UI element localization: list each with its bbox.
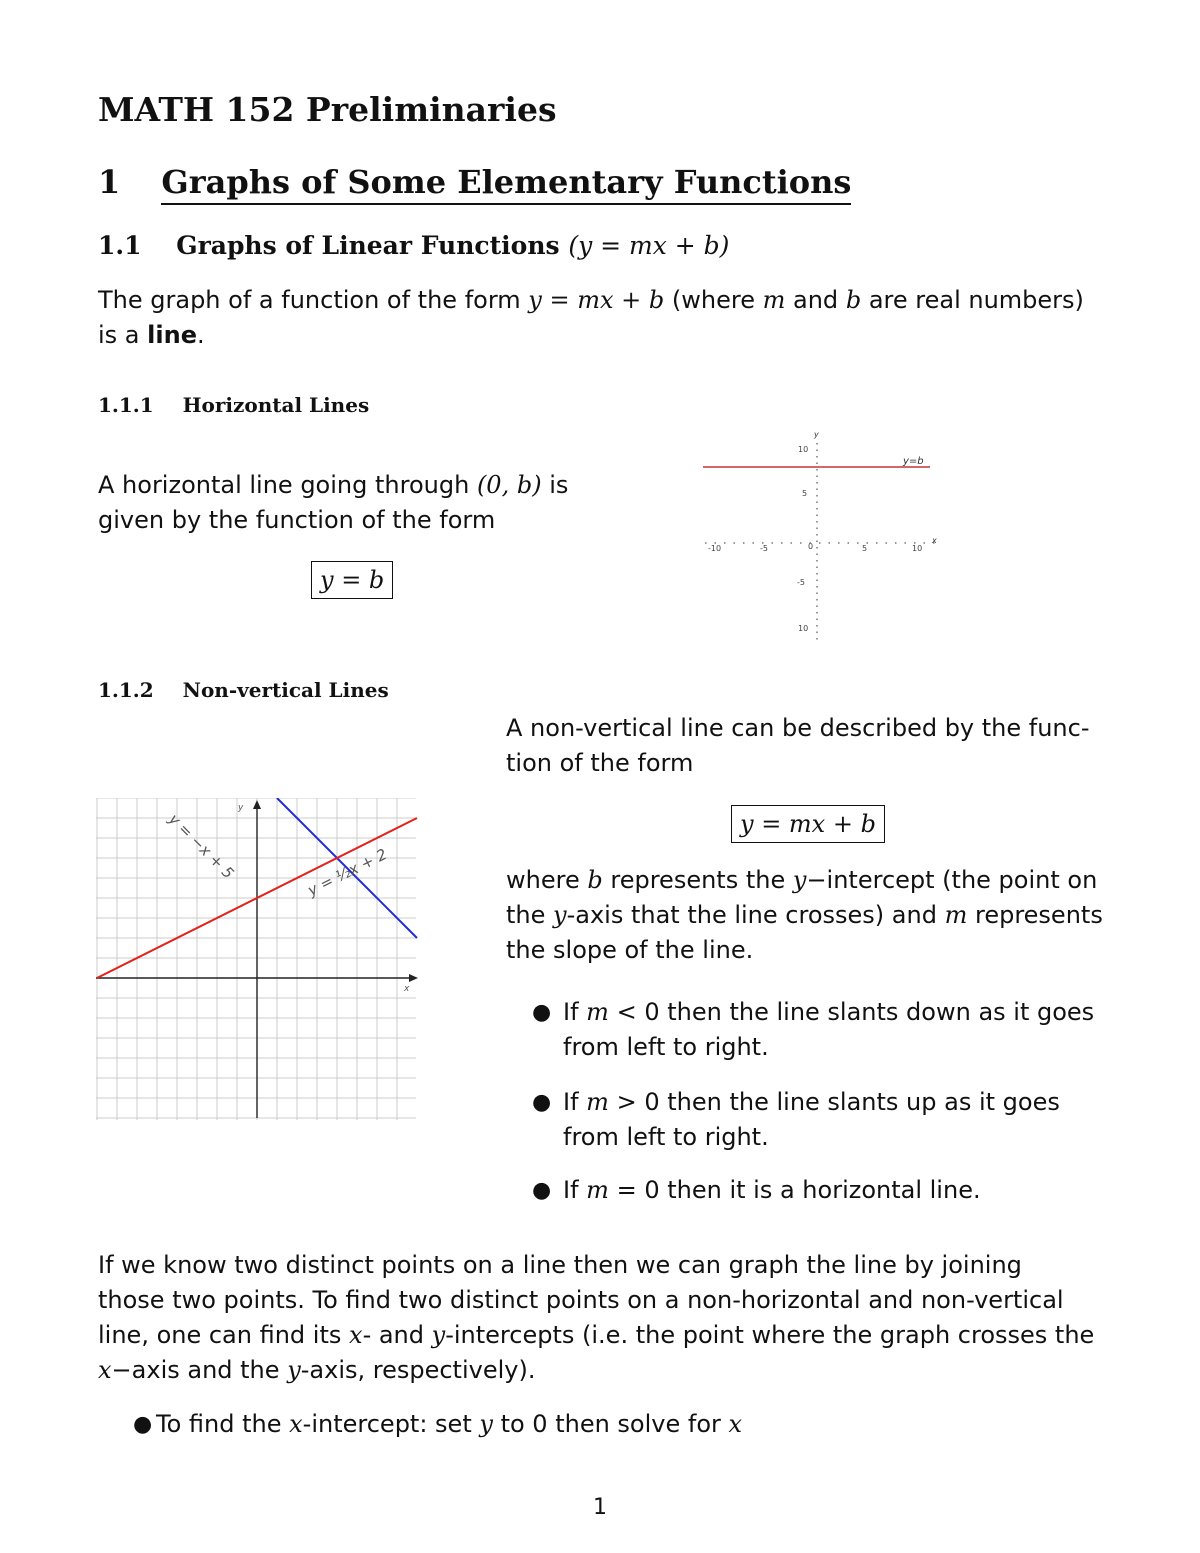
subsection-number: 1.1 bbox=[98, 231, 142, 260]
subsubsection-heading: 1.1.2 Non-vertical Lines bbox=[98, 678, 389, 702]
horizontal-line-1: A horizontal line going through (0, b) is bbox=[98, 471, 569, 499]
line-label: y=b bbox=[903, 456, 924, 467]
list-item: ● To find the x-intercept: set y to 0 then solve for x bbox=[123, 1407, 1056, 1442]
list-item: ● If m < 0 then the line slants down as it goes from left to right. bbox=[530, 995, 1108, 1065]
slope-bullet-list bbox=[530, 995, 1108, 1208]
tick-label: -5 bbox=[760, 544, 768, 553]
nv-p-line-1: where b represents the y−intercept (the point on bbox=[506, 866, 1098, 894]
page-number: 1 bbox=[593, 1495, 607, 1520]
tick-label: 5 bbox=[862, 544, 868, 553]
list-item: ● If m = 0 then it is a horizontal line. bbox=[530, 1173, 1108, 1208]
horizontal-line-figure bbox=[700, 428, 945, 643]
x-axis-label: x bbox=[404, 984, 410, 994]
tick-label: 10 bbox=[912, 544, 923, 553]
x-axis-arrow bbox=[409, 974, 418, 982]
section-number: 1 bbox=[98, 163, 121, 201]
x-axis-label: x bbox=[932, 536, 937, 545]
tick-label: 0 bbox=[808, 542, 814, 551]
boxed-formula-y-equals-mx-plus-b: y = mx + b bbox=[731, 805, 885, 843]
grid bbox=[96, 798, 416, 1120]
two-points-paragraph bbox=[98, 1248, 1102, 1388]
page-title: MATH 152 Preliminaries bbox=[98, 90, 557, 129]
nonvertical-description bbox=[506, 711, 1108, 781]
horizontal-description bbox=[98, 468, 600, 538]
tick-label: 10 bbox=[798, 445, 809, 454]
nv-p-line-3: the slope of the line. bbox=[506, 936, 754, 964]
bullet-icon: ● bbox=[532, 1000, 552, 1025]
para-line-3: line, one can find its x- and y-intercepts (i.e. the point where the graph crosses the bbox=[98, 1321, 1095, 1349]
tick-label: -5 bbox=[797, 578, 805, 587]
list-item: ● If m > 0 then the line slants up as it goes from left to right. bbox=[530, 1085, 1108, 1155]
nv-line-2: tion of the form bbox=[506, 749, 694, 777]
subsection-heading bbox=[98, 231, 729, 260]
para-line-1: If we know two distinct points on a line then we can graph the line by joining bbox=[98, 1251, 1022, 1279]
y-axis-label: y bbox=[814, 430, 819, 439]
section-title: Graphs of Some Elementary Functions bbox=[161, 163, 851, 205]
subsection-title: Graphs of Linear Functions bbox=[176, 231, 560, 260]
tick-label: 10 bbox=[798, 624, 809, 633]
bullet-icon: ● bbox=[532, 1090, 552, 1115]
para-line-2: those two points. To find two distinct points on a non-horizontal and non-vertical bbox=[98, 1286, 1064, 1314]
bullet-icon: ● bbox=[133, 1412, 153, 1437]
y-axis-label: y bbox=[238, 803, 244, 813]
subsection-formula: (y = mx + b) bbox=[568, 231, 730, 260]
intro-line-1: The graph of a function of the form y = mx + b (where m and b are real numbers) bbox=[98, 286, 1084, 314]
intro-line-2: is a line. bbox=[98, 321, 205, 349]
intercept-paragraph bbox=[506, 863, 1108, 968]
section-heading bbox=[98, 163, 851, 201]
non-vertical-lines-figure bbox=[96, 798, 421, 1120]
y-axis-arrow bbox=[253, 800, 261, 809]
bullet-icon: ● bbox=[532, 1178, 552, 1203]
nv-p-line-2: the y-axis that the line crosses) and m represents bbox=[506, 901, 1103, 929]
blue-line-label: y = −x + 5 bbox=[165, 810, 238, 883]
tick-label: -10 bbox=[708, 544, 722, 553]
tick-label: 5 bbox=[802, 489, 808, 498]
para-line-4: x−axis and the y-axis, respectively). bbox=[98, 1356, 536, 1384]
horizontal-line-2: given by the function of the form bbox=[98, 506, 496, 534]
red-line-label: y = ½x + 2 bbox=[304, 845, 390, 900]
intro-paragraph bbox=[98, 283, 1102, 353]
boxed-formula-y-equals-b: y = b bbox=[311, 561, 393, 599]
nv-line-1: A non-vertical line can be described by the func- bbox=[506, 714, 1090, 742]
subsubsection-heading: 1.1.1 Horizontal Lines bbox=[98, 393, 370, 417]
